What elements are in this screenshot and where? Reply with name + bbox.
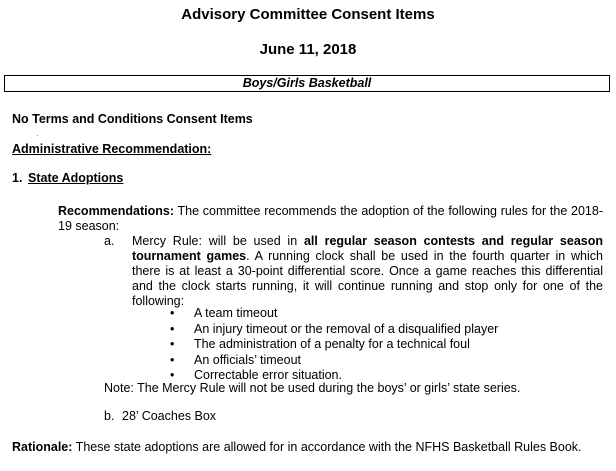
list-item (170, 322, 498, 338)
list-item-text: An injury timeout or the removal of a disqualified player (194, 321, 499, 336)
state-adoptions-title: State Adoptions (28, 171, 124, 185)
document-date: June 11, 2018 (259, 41, 357, 58)
item-b (104, 409, 216, 424)
item-a-marker: a. (104, 234, 115, 248)
section-title-box (4, 75, 610, 92)
state-adoptions-heading (12, 171, 123, 186)
stray-mark: · (36, 131, 39, 140)
admin-recommendation-heading: Administrative Recommendation: (12, 142, 212, 156)
bullet-icon: • (170, 321, 175, 336)
document-title: Advisory Committee Consent Items (181, 6, 435, 23)
recommendations-label: Recommendations: (58, 204, 174, 218)
bullet-icon: • (170, 368, 175, 382)
item-a-bold: all regular season contests and regular season tournament games (132, 234, 603, 263)
state-adoptions-number: 1. (12, 171, 23, 185)
list-item (170, 306, 498, 322)
no-terms-heading: No Terms and Conditions Consent Items (12, 112, 253, 126)
bullet-icon: • (170, 352, 175, 367)
mercy-rule-note: Note: The Mercy Rule will not be used during the boys’ or girls’ state series. (104, 381, 521, 395)
rationale-label: Rationale: (12, 440, 73, 454)
list-item-text: Correctable error situation. (194, 368, 342, 382)
list-item (170, 353, 498, 369)
item-b-text: 28’ Coaches Box (122, 409, 217, 423)
item-a-body (132, 234, 603, 309)
recommendations-paragraph (58, 204, 603, 234)
list-item-text: A team timeout (194, 306, 278, 320)
item-a-pre: Mercy Rule: will be used in (132, 234, 304, 248)
mercy-rule-stop-list (170, 306, 498, 384)
list-item-text: The administration of a penalty for a technical foul (194, 337, 470, 351)
item-b-marker: b. (104, 409, 115, 423)
bullet-icon: • (170, 337, 175, 351)
rationale-text: These state adoptions are allowed for in accordance with the NFHS Basketball Rules Book. (72, 440, 582, 454)
bullet-icon: • (170, 306, 175, 320)
section-title: Boys/Girls Basketball (242, 76, 372, 90)
list-item (170, 337, 498, 353)
recommendations-text: The committee recommends the adoption of the following rules for the 2018-19 season: (58, 204, 603, 233)
item-a-post: . A running clock shall be used in the fourth quarter in which there is at least a 30-point differential score. Once a game reaches this differential and the clock starts running, it will continue running and stop only for one of the following: (132, 249, 603, 308)
rationale-paragraph (12, 440, 604, 455)
list-item-text: An officials’ timeout (194, 352, 301, 367)
